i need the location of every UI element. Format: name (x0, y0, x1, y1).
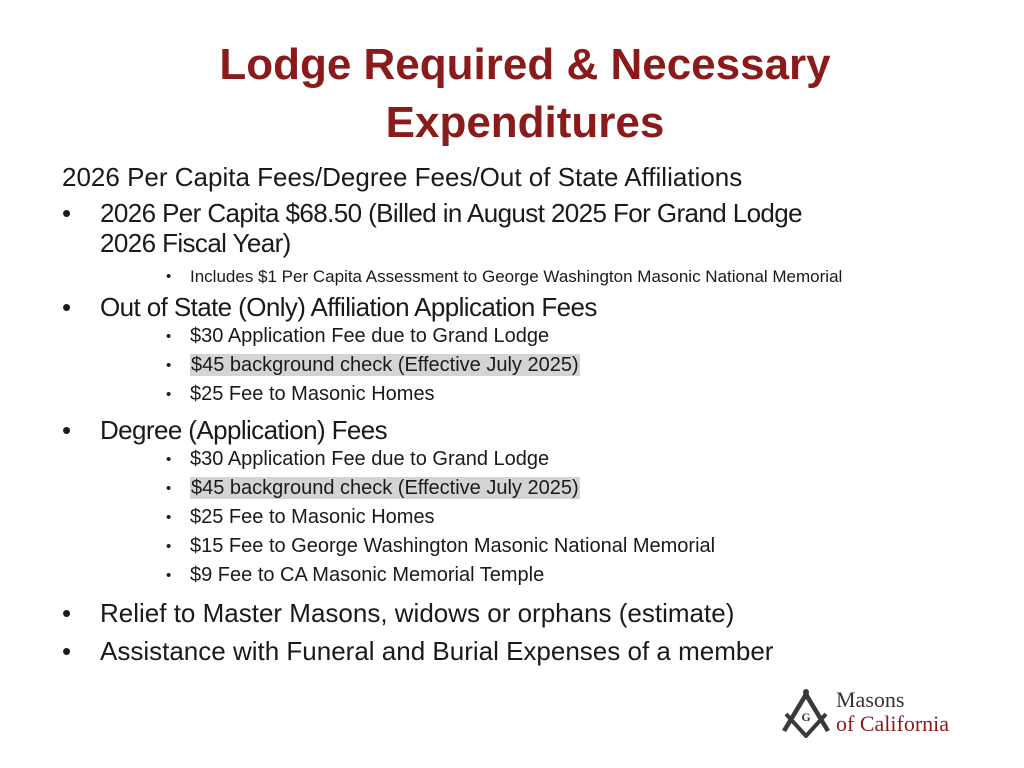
list-item-text: Out of State (Only) Affiliation Application Fees (100, 292, 597, 322)
sub-list-item (62, 266, 982, 288)
bullet-icon: • (62, 198, 71, 228)
title-line-2: Expenditures (385, 98, 665, 147)
logo-line-1: Masons (836, 687, 905, 712)
list-item-text-continued: 2026 Fiscal Year) (100, 228, 291, 258)
list-item-text: Relief to Master Masons, widows or orphans (estimate) (100, 598, 735, 628)
sub-list-item (62, 351, 982, 380)
sub-list-item-text: $15 Fee to George Washington Masonic National Memorial (190, 535, 716, 557)
logo-line-2: of California (836, 711, 950, 736)
sub-list-item-text: $30 Application Fee due to Grand Lodge (190, 448, 550, 470)
bullet-icon: • (166, 480, 172, 497)
sub-list-item-text: $30 Application Fee due to Grand Lodge (190, 325, 550, 347)
bullet-list (62, 198, 982, 666)
sub-list-item (62, 322, 982, 351)
bullet-icon: • (166, 509, 172, 526)
list-item-degree-fees (62, 415, 982, 445)
bullet-icon: • (166, 451, 172, 468)
sub-list-item (62, 561, 982, 590)
sub-list-item-text: $9 Fee to CA Masonic Memorial Temple (190, 564, 545, 586)
list-item-text: 2026 Per Capita $68.50 (Billed in August 2025 For Grand Lodge (100, 198, 803, 228)
bullet-icon: • (166, 538, 172, 555)
bullet-icon: • (166, 386, 172, 403)
list-item-affiliation (62, 292, 982, 322)
bullet-icon: • (166, 357, 172, 374)
sub-list-item (62, 474, 982, 503)
bullet-icon: • (62, 292, 71, 322)
highlighted-sub-list-item-text: $45 background check (Effective July 2025) (191, 354, 579, 376)
list-item-per-capita (62, 198, 982, 258)
list-item-text: Degree (Application) Fees (100, 415, 388, 445)
sub-list-item (62, 532, 982, 561)
square-and-compasses-icon (780, 688, 832, 738)
bullet-icon: • (166, 328, 172, 345)
bullet-icon: • (166, 567, 172, 584)
bullet-icon: • (62, 636, 72, 666)
sub-list-item (62, 503, 982, 532)
sub-list-item-text: Includes $1 Per Capita Assessment to George Washington Masonic National Memorial (190, 267, 843, 286)
list-item-relief (62, 598, 982, 628)
sub-list-item (62, 380, 982, 409)
bullet-icon: • (62, 415, 71, 445)
list-item-text: Assistance with Funeral and Burial Expenses of a member (100, 636, 774, 666)
sub-list-item (62, 445, 982, 474)
masons-of-california-logo (780, 688, 980, 744)
logo-wordmark (836, 688, 949, 736)
emblem-letter: G (801, 710, 811, 724)
sub-list-item-text: $25 Fee to Masonic Homes (190, 383, 435, 405)
slide-title (120, 36, 930, 152)
subheading: 2026 Per Capita Fees/Degree Fees/Out of State Affiliations (62, 162, 743, 192)
list-item-funeral-assistance (62, 636, 982, 666)
title-line-1: Lodge Required & Necessary (219, 40, 831, 89)
sub-list-item-text: $25 Fee to Masonic Homes (190, 506, 435, 528)
highlighted-sub-list-item-text: $45 background check (Effective July 2025) (191, 477, 579, 499)
bullet-icon: • (166, 268, 172, 285)
bullet-icon: • (62, 598, 72, 628)
